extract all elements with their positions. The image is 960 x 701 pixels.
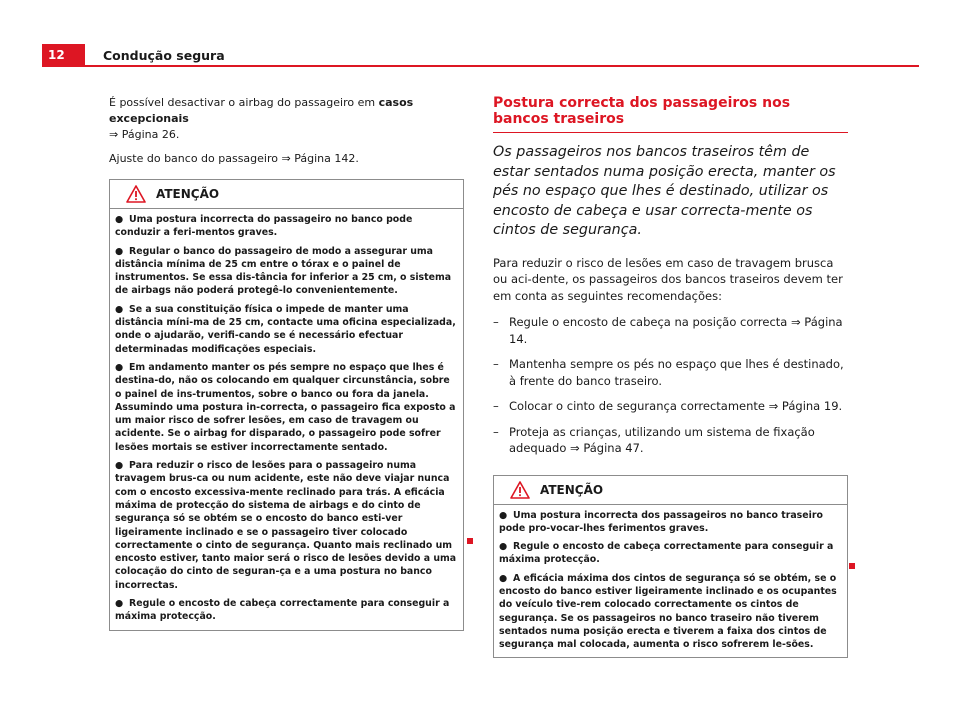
warning-header <box>494 476 847 505</box>
warning-item <box>115 597 459 624</box>
warning-box-passenger <box>109 179 464 631</box>
rear-seats-heading: Postura correcta dos passageiros nos bancos traseiros <box>493 95 848 133</box>
warning-title: ATENÇÃO <box>540 482 604 497</box>
dash-icon: – <box>493 399 499 413</box>
intro-text: É possível desactivar o airbag do passageiro em <box>109 96 379 109</box>
page-header <box>0 0 960 70</box>
warning-item-text: Regular o banco do passageiro de modo a assegurar uma distância mínima de 25 cm entre o tórax e o painel de instrumentos. Se essa dis-tância for inferior a 25 cm, o sistema de airbags não poderá protegê-lo convenientemente. <box>115 245 452 297</box>
list-item-text: Regule o encosto de cabeça na posição correcta ⇒ Página 14. <box>509 315 843 346</box>
warning-triangle-icon <box>126 185 146 203</box>
bullet-icon: ● <box>115 460 124 472</box>
intro-bold-text: casos excepcionais <box>109 96 414 125</box>
right-column <box>493 95 848 658</box>
list-item <box>493 314 848 347</box>
page-number: 12 <box>42 44 85 66</box>
warning-body <box>110 209 463 630</box>
list-item-text: Colocar o cinto de segurança correctamente ⇒ Página 19. <box>509 399 843 413</box>
warning-item-text: Para reduzir o risco de lesões para o passageiro numa travagem brus-ca ou num acidente, este não deve viajar nunca com o encosto excessiva-mente reclinado para trás. A eficácia máxima de protecção do sistema de airbags e do cinto de segurança só se obtém se o encosto do banco esti-ver ligeiramente inclinado e se o passageiro tiver colocado correctamente o cinto de segurança. Quanto mais reclinado um encosto estiver, tanto maior será o risco de lesões devido a uma colocação do cinto de seguran-ça e a uma postura no banco incorrectas. <box>115 460 457 591</box>
warning-item-text: Regule o encosto de cabeça correctamente para conseguir a máxima protecção. <box>499 541 834 566</box>
list-item <box>493 356 848 389</box>
dash-icon: – <box>493 424 499 439</box>
intro-paragraph-seat: Ajuste do banco do passageiro ⇒ Página 142. <box>109 152 359 165</box>
warning-item <box>499 572 843 652</box>
warning-item <box>115 361 459 454</box>
warning-item <box>115 459 459 592</box>
end-of-section-square-icon <box>467 538 473 544</box>
lead-paragraph: Os passageiros nos bancos traseiros têm de estar sentados numa posição erecta, manter os pés no espaço que lhes é destinado, utilizar os encosto de cabeça e usar correcta-mente os cintos de segurança. <box>493 144 836 238</box>
list-item <box>493 424 848 457</box>
body-paragraph: Para reduzir o risco de lesões em caso de travagem brusca ou aci-dente, os passageiros dos bancos traseiros devem ter em conta as seguintes recomendações: <box>493 255 843 303</box>
bullet-icon: ● <box>115 245 124 257</box>
warning-item-text: Regule o encosto de cabeça correctamente para conseguir a máxima protecção. <box>115 598 450 623</box>
end-of-section-square-icon <box>849 563 855 569</box>
warning-header <box>110 180 463 209</box>
bullet-icon: ● <box>115 214 124 225</box>
list-item-text: Mantenha sempre os pés no espaço que lhes é destinado, à frente do banco traseiro. <box>509 357 844 388</box>
warning-triangle-icon <box>510 481 530 499</box>
dash-icon: – <box>493 315 499 329</box>
bullet-icon: ● <box>499 572 508 584</box>
warning-title: ATENÇÃO <box>156 187 220 201</box>
left-column <box>109 95 464 631</box>
warning-item-text: Se a sua constituição física o impede de manter uma distância míni-ma de 25 cm, contacte uma oficina especializada, onde o ajudarão, verifi-cando se é necessário efectuar determinadas modificações especiais. <box>115 303 456 355</box>
warning-box-rear-seats <box>493 475 848 659</box>
warning-item-text: A eficácia máxima dos cintos de segurança só se obtém, se o encosto do banco estiver ligeiramente inclinado e os ocupantes do veículo tive-rem colocado correctamente os cintos de segurança. Se os passageiros no banco traseiro não tiverem sentados numa posição erecta e tiverem a faixa dos cintos de segurança mal colocada, aumenta o risco sofrerem le-sões. <box>499 572 837 651</box>
warning-item <box>115 245 459 298</box>
warning-item-text: Uma postura incorrecta do passageiro no banco pode conduzir a feri-mentos graves. <box>115 214 413 239</box>
warning-item-text: Uma postura incorrecta dos passageiros no banco traseiro pode pro-vocar-lhes ferimentos graves. <box>499 509 823 534</box>
warning-item <box>115 303 459 356</box>
bullet-icon: ● <box>115 361 124 373</box>
intro-paragraph-airbag <box>109 95 464 143</box>
warning-item <box>499 540 843 567</box>
bullet-icon: ● <box>115 598 124 610</box>
warning-item <box>115 213 459 240</box>
bullet-icon: ● <box>115 303 124 315</box>
header-rule <box>42 65 919 67</box>
warning-item <box>499 509 843 536</box>
list-item-text: Proteja as crianças, utilizando um sistema de fixação adequado ⇒ Página 47. <box>509 424 815 455</box>
list-item <box>493 398 848 415</box>
dash-icon: – <box>493 357 499 371</box>
warning-item-text: Em andamento manter os pés sempre no espaço que lhes é destina-do, não os colocando em qualquer circunstância, sobre o painel de ins-trumentos, sobre o banco ou fora da janela. Assumindo uma postura in-correcta, o passageiro fica exposto a um maior risco de sofrer lesões, em caso de travagem ou acidente. Se o airbag for disparado, o passageiro pode sofrer lesões mortais se estiver incorrectamente sentado. <box>115 361 456 453</box>
bullet-icon: ● <box>499 509 508 521</box>
section-title: Condução segura <box>103 48 225 63</box>
bullet-icon: ● <box>499 541 508 553</box>
warning-body <box>494 505 847 658</box>
page-reference-link[interactable]: ⇒ Página 26. <box>109 128 180 141</box>
